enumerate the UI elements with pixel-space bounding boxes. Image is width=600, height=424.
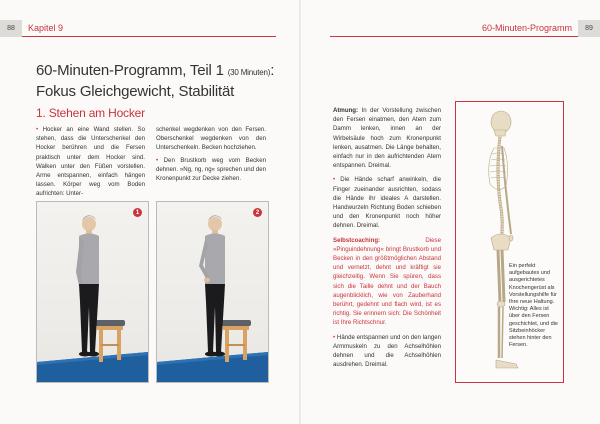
exercise-photo-2 <box>156 201 269 383</box>
title-line-2: Fokus Gleichgewicht, Stabilität <box>36 83 235 100</box>
title-colon: : <box>270 62 275 79</box>
exercise-photo-1 <box>36 201 149 383</box>
woman-hands-on-hips-illustration <box>157 202 268 382</box>
left-column-2 <box>156 125 266 186</box>
woman-standing-illustration <box>37 202 148 382</box>
left-page-number: 88 <box>0 20 22 37</box>
title-line-1: 60-Minuten-Programm, Teil 1 <box>36 62 224 79</box>
right-header <box>330 20 600 37</box>
chapter-label: Kapitel 9 <box>22 20 276 37</box>
coaching-text: Diese »Pinguindehnung« bringt Brustkorb und Becken in den größtmöglichen Abstand und vernetzt, dehnt und kräftigt sie gleichzeitig. Wenn Sie spüren, dass sich die Taille dehnt und der Bauch augenblicklich, wie von Zauberhand berührt, gedehnt und flach wird, ist es richtig. Sie erinnern sich: Die Schönheit ist Ihre Richtschnur. <box>333 236 441 327</box>
atmung-label: Atmung: <box>333 107 359 114</box>
bullet-arrow-icon: • <box>333 333 336 341</box>
photo-number-badge: 2 <box>253 208 262 217</box>
book-gutter <box>299 0 301 424</box>
program-label: 60-Minuten-Programm <box>330 20 578 37</box>
coaching-label: Selbstcoaching: <box>333 236 381 244</box>
arms-text: Hände entspannen und on den langen Armmuskeln zu den Achselhöhlen dehnen und die Achselhöhlen ausdrehen. Dreimal. <box>333 333 441 369</box>
bullet-arrow-icon: • <box>36 126 39 133</box>
photo-number-badge: 1 <box>133 208 142 217</box>
section-heading: 1. Stehen am Hocker <box>36 106 145 120</box>
right-page-number: 89 <box>578 20 600 37</box>
col1-text: Hocker an eine Wand stellen. So stehen, dass die Unterschenkel den Hocker berühren und die Fersen praktisch unter dem Hocker sind. Walken unter den Füßen vorstellen. Arme entspannen, einfach hängen lassen. Körper weg vom Boden aufrichten: Unter- <box>36 126 145 198</box>
col2-paragraph-1: schenkel wegdenken von den Fersen. Oberschenkel wegdenken von den Unterschenkeln. Becken hochziehen. <box>156 126 266 152</box>
skeleton-caption: Ein perfekt aufgebautes und ausgerichtetes Knochengerüst als Vorstellungshilfe für Ihre neue Haltung. Wichtig: Alles ist über den Fersen geschichtet, und die Sitzbeinhöcker stehen hinter den Fersen. <box>509 263 558 349</box>
left-header <box>0 20 276 37</box>
bullet-arrow-icon: • <box>333 176 336 184</box>
bullet-arrow-icon: • <box>156 156 159 164</box>
title-duration: (30 Minuten) <box>227 68 271 77</box>
hands-text: Die Hände scharf anwinkeln, die Finger zueinander ausrichten, sodass die Hände ihr ideales A darstellen. Handwurzeln Richtung Boden schieben und den Kronenpunkt noch höher dehnen. Dreimal. <box>333 176 441 230</box>
col2-paragraph-2: Den Brustkorb weg vom Becken dehnen. »Ng, ng, ng« sprechen und den Kronenpunkt zur Decke ziehen. <box>156 156 266 183</box>
atmung-text: In der Vorstellung zwischen den Fersen einatmen, den Atem zum Damm lenken, innen an der Wirbelsäule hoch zum Kronenpunkt lenken, ausatmen. Die Länge behalten, einfach nur in den aufrichtenden Atem entspannen. Dreimal. <box>333 107 441 170</box>
right-text-column <box>333 106 441 372</box>
left-column-1 <box>36 125 145 199</box>
page-title <box>36 61 274 101</box>
